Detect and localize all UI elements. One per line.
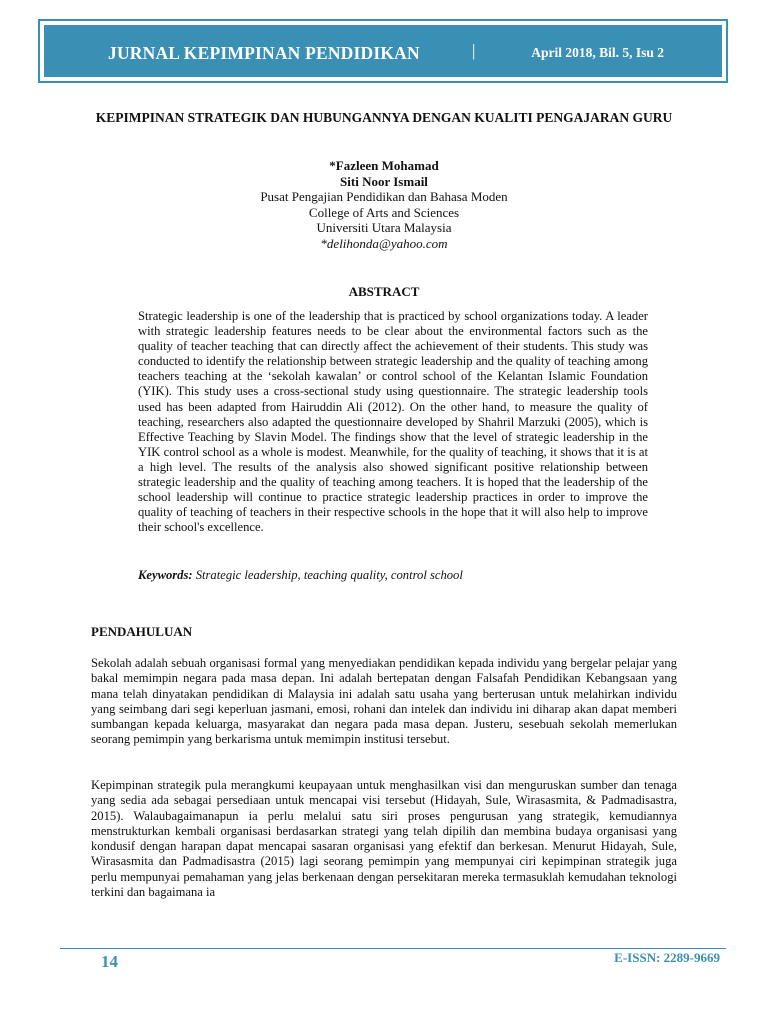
affiliation-line: Universiti Utara Malaysia [316, 220, 452, 235]
affiliation-line: College of Arts and Sciences [308, 204, 460, 220]
eissn: E-ISSN: 2289-9669 [614, 950, 720, 965]
body-paragraph: Sekolah adalah sebuah organisasi formal yang menyediakan pendidikan kepada individu yang bergelar pelajar yang bakal memimpin negara pada masa depan. Ini adalah bertepatan dengan Falsafah Pendidikan Kebangsaan yang mana telah dinyatakan pendidikan di Malaysia ini adalah satu usaha yang berterusan untuk melahirkan individu yang seimbang dari segi keperluan jasmani, emosi, rohani dan intelek dan individu ini diharap akan dapat memberi sumbangan kepada keluarga, masyarakat dan negara pada masa depan. Justeru, sesebuah sekolah memerlukan seorang pemimpin yang berkarisma untuk memimpin institusi tersebut. [91, 656, 677, 747]
header-separator: | [472, 41, 476, 60]
article-title: KEPIMPINAN STRATEGIK DAN HUBUNGANNYA DENGAN KUALITI PENGAJARAN GURU [95, 110, 673, 125]
section-heading: PENDAHULUAN [91, 624, 193, 639]
keywords-list: Strategic leadership, teaching quality, control school [195, 568, 463, 582]
abstract-text: Strategic leadership is one of the leadership that is practiced by school organizations today. A leader with strategic leadership features needs to be clear about the environmental factors such as the quality of teacher teaching that can directly affect the achievement of their students. This study was conducted to identify the relationship between strategic leadership and the quality of teaching among teachers teaching at the ‘sekolah kawalan’ or control school of the Kelantan Islamic Foundation (YIK). This study uses a cross-sectional study using questionnaire. The strategic leadership tools used has been adapted from Hairuddin Ali (2012). On the other hand, to measure the quality of teaching, researchers also adapted the questionnaire developed by Shahril Marzuki (2005), which is Effective Teaching by Slavin Model. The findings show that the level of strategic leadership in the YIK control school as a whole is modest. Meanwhile, for the quality of teaching, it shows that it is at a high level. The results of the analysis also showed significant positive relationship between strategic leadership and the quality of teaching among teachers. It is hoped that the leadership of the school leadership will continue to practice strategic leadership practices in order to improve the quality of teaching of teachers in their respective schools in the hope that it will also help to improve their school's excellence. [138, 309, 648, 535]
footer-rule [60, 948, 726, 949]
issue-info: April 2018, Bil. 5, Isu 2 [531, 45, 664, 60]
journal-header-banner [38, 19, 728, 83]
keywords-label: Keywords: [138, 568, 193, 582]
abstract-heading: ABSTRACT [348, 284, 420, 299]
journal-header-fill [44, 25, 722, 77]
affiliation-line: Pusat Pengajian Pendidikan dan Bahasa Moden [260, 189, 508, 204]
journal-name: JURNAL KEPIMPINAN PENDIDIKAN [108, 43, 420, 63]
author-name: *Fazleen Mohamad [329, 158, 439, 173]
author-name: Siti Noor Ismail [340, 173, 428, 189]
page-number: 14 [101, 952, 118, 971]
keywords [138, 568, 648, 583]
author-email: *delihonda@yahoo.com [320, 235, 448, 251]
author-block [90, 158, 678, 251]
body-paragraph: Kepimpinan strategik pula merangkumi keupayaan untuk menghasilkan visi dan menguruskan sumber dan tenaga yang sedia ada sebagai persediaan untuk mencapai visi tersebut (Hidayah, Sule, Wirasasmita, & Padmadisastra, 2015). Walaubagaimanapun ia perlu melalui satu siri proses pengurusan yang strategik, kemudiannya menstrukturkan kembali organisasi berdasarkan strategi yang telah dipilih dan membina budaya organisasi yang kondusif dengan harapan dapat mencapai sasaran organisasi yang efektif dan berkesan. Menurut Hidayah, Sule, Wirasasmita dan Padmadisastra (2015) lagi seorang pemimpin yang mempunyai ciri kepimpinan strategik juga perlu mempunyai pemahaman yang jelas berkenaan dengan persekitaran mereka termasuklah kemudahan teknologi terkini dan bagaimana ia [91, 778, 677, 900]
